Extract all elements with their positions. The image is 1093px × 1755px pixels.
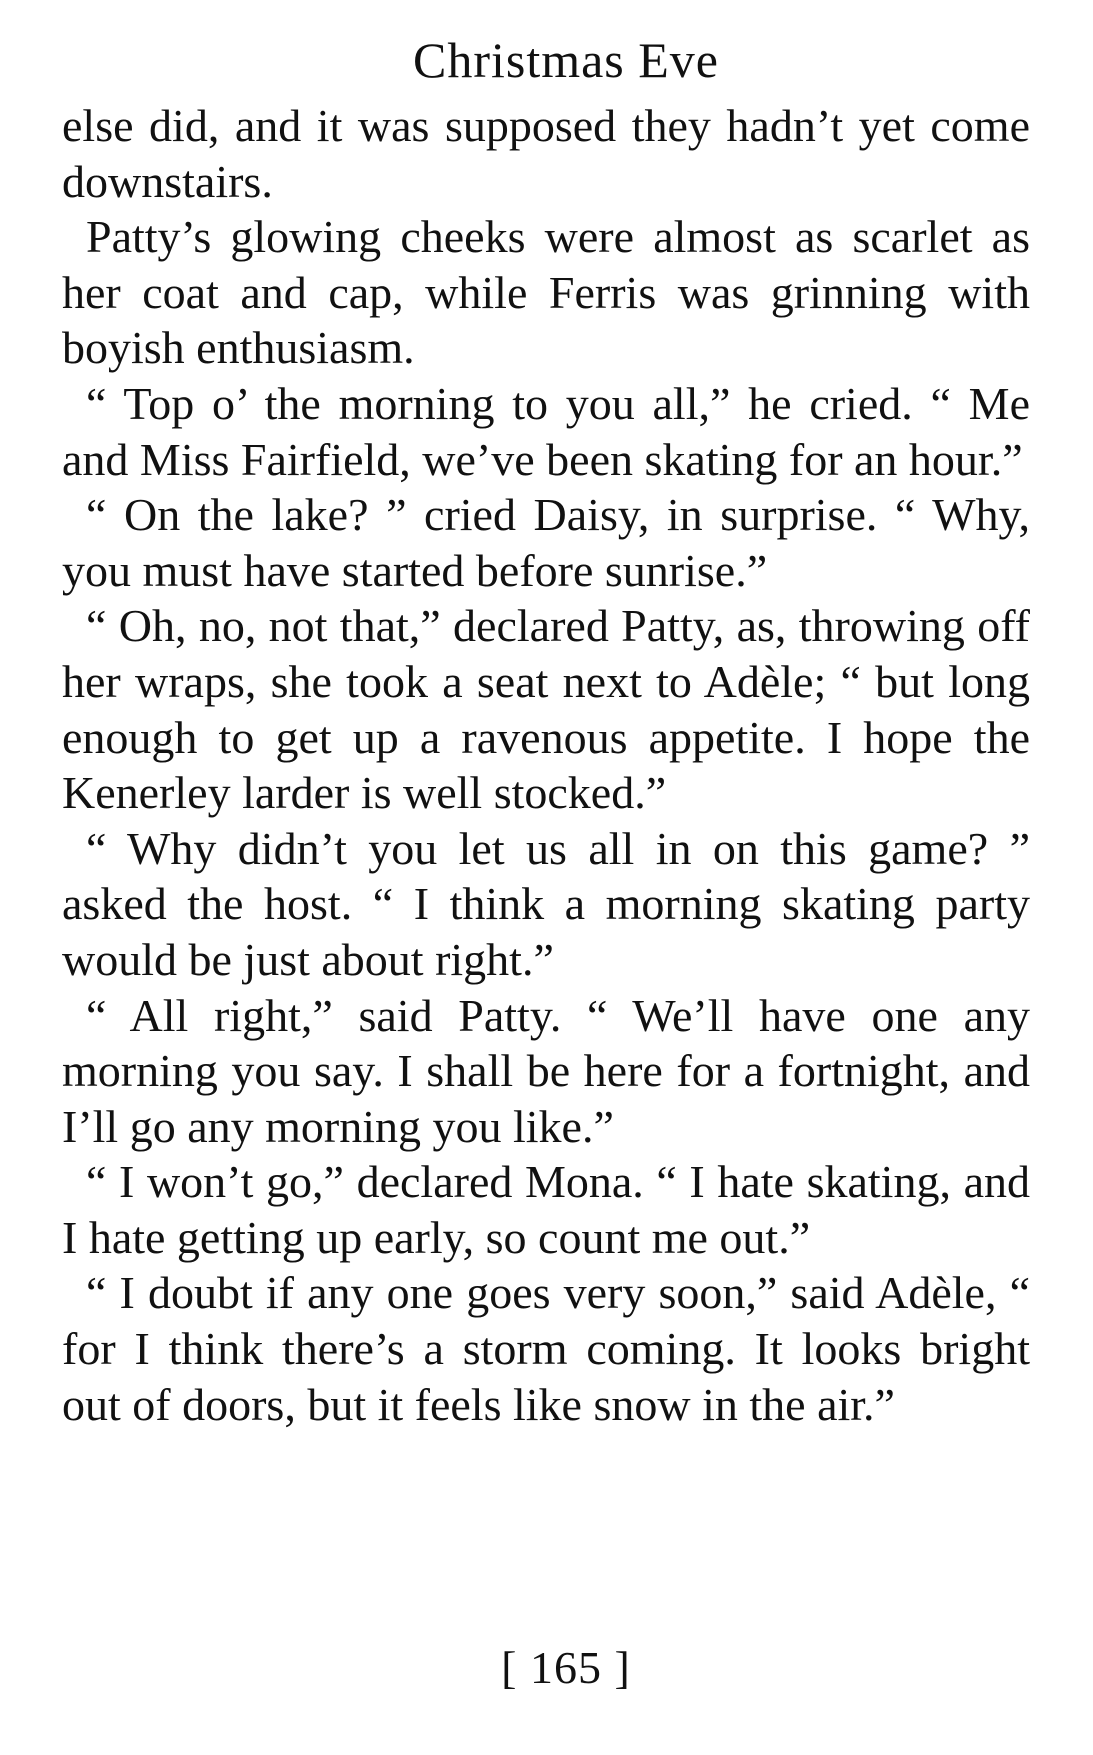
- paragraph: “ Oh, no, not that,” declared Patty, as, throwing off her wraps, she took a seat next to Adèle; “ but long enough to get up a ravenous appetite. I hope the Kenerley larder is well stocked.”: [62, 600, 1030, 819]
- paragraph: “ All right,” said Patty. “ We’ll have one any morning you say. I shall be here for a fortnight, and I’ll go any morning you like.”: [62, 989, 1030, 1152]
- paragraph: “ Why didn’t you let us all in on this game? ” asked the host. “ I think a morning skating party would be just about right.”: [62, 822, 1030, 985]
- paragraph: Patty’s glowing cheeks were almost as scarlet as her coat and cap, while Ferris was grinning with boyish enthusiasm.: [62, 211, 1030, 374]
- paragraph: “ On the lake? ” cried Daisy, in surprise. “ Why, you must have started before sunrise.”: [62, 489, 1030, 596]
- running-head: Christmas Eve: [412, 32, 720, 88]
- paragraph: “ I doubt if any one goes very soon,” said Adèle, “ for I think there’s a storm coming. It looks bright out of doors, but it feels like snow in the air.”: [62, 1267, 1030, 1430]
- paragraph-continued: else did, and it was supposed they hadn’t yet come downstairs.: [62, 100, 1030, 207]
- book-page: [62, 30, 1030, 1730]
- paragraph: “ I won’t go,” declared Mona. “ I hate skating, and I hate getting up early, so count me out.”: [62, 1156, 1030, 1263]
- page-number: [ 165 ]: [501, 1642, 631, 1693]
- paragraph: “ Top o’ the morning to you all,” he cried. “ Me and Miss Fairfield, we’ve been skating for an hour.”: [62, 377, 1030, 485]
- body-text: [62, 98, 1030, 1432]
